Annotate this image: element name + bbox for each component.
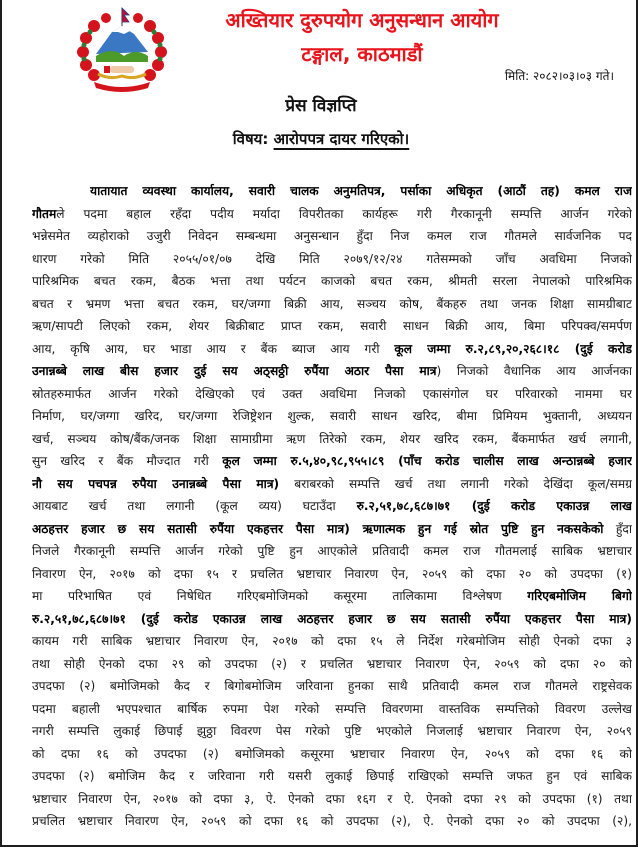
body-line [32,248,632,271]
body-line [32,315,632,338]
body-line [32,270,632,293]
body-line [32,653,632,676]
body-line [32,675,632,698]
body-line [32,630,632,653]
press-release-body [32,180,632,833]
body-line [32,473,632,496]
body-text: भ्रष्टाचार निवारण ऐन, २०१७ को दफा ३, ऐ. ऐनको दफा १६ग र ऐ. ऐनको दफा २९ को उपदफा (१) तथा [32,791,632,806]
body-text: नगरी सम्पत्ति लुकाई छिपाई झुठ्ठा विवरण पेस गरेको पुष्टि भएकोले निजलाई भ्रष्टाचार निवारण ऐन, २०५९ [32,724,632,738]
body-text: तथा सोही ऐनको दफा २९ को उपदफा (२) र प्रचलित भ्रष्टाचार निवारण ऐन, २०५९ को दफा २० को [32,656,632,671]
body-line [32,518,632,541]
body-text: बराबरको सम्पत्ति खर्च तथा लगानी गरेको देखिंदा कूल/समग्र [279,476,632,491]
body-text-bold: कूल जम्मा रु.५,४०,९८,९५५।८९ (पाँच करोड चालीस लाख अन्ठान्नब्बे हजार [222,454,632,468]
body-text: खर्च, सञ्चय कोष/बैंक/जनक शिक्षा सामाग्रीमा ऋण तिरेको रकम, शेयर खरिद रकम, बैंकमार्फत खर्च लगानी, [32,431,632,446]
subject-line [2,129,638,149]
body-line [32,788,632,811]
body-text: को दफा १६ को उपदफा (२) बमोजिमको कसूरमा भ्रष्टाचार निवारण ऐन, २०५९ को दफा १६ को [32,746,632,761]
nepal-emblem-icon [72,4,172,96]
body-text: आय, कृषि आय, घर भाडा आय र बैंक ब्याज आय गरी [32,341,395,356]
body-line [32,293,632,316]
subject-label: विषय: [232,130,269,148]
body-text: ऋण/सापटी लिएको रकम, शेयर बिक्रीबाट प्राप्त रकम, सवारी साधन बिक्री आय, बिमा परिपक्व/समर्पण [32,319,632,333]
subject-text: आरोपपत्र दायर गरिएको। [273,130,410,148]
body-text: भन्नेसमेत व्यहोराको उजुरी निवेदन सम्बन्धमा अनुसन्धान हुँदा निज कमल राज गौतमले सार्वजनिक पद [32,229,632,243]
body-line [32,225,632,248]
body-line [32,563,632,586]
body-line [90,180,632,203]
body-text: हुँदा [603,521,632,536]
body-text-bold: उनान्नब्बे लाख बीस हजार दुई सय अठ्सठ्ठी रुपैंया अठार पैसा मात्र [32,364,437,378]
body-text: निर्माण, घर/जग्गा खरिद, घर/जग्गा रेजिष्ट्रेशन शुल्क, सवारी साधन खरिद, बीमा प्रिमियम भुक्तानी, अध्ययन [32,409,632,423]
body-line [32,765,632,788]
body-text-bold: यातायात व्यवस्था कार्यालय, सवारी चालक अनुमतिपत्र, पर्साका अधिकृत (आठौं तह) कमल राज [90,184,632,198]
body-text-bold: रु.२,५१,७८,६८७।७१ (दुई करोड एकाउन्न लाख अठहत्तर हजार छ सय सतासी रुपैंया एकहत्तर पैसा मात्र) [32,611,632,626]
body-text: बचत र भ्रमण भत्ता बचत रकम, घर/जग्गा बिक्री आय, सञ्चय कोष, बैंकहरु तथा जनक शिक्षा सामग्रीबाट [32,296,632,311]
body-line [32,698,632,721]
body-line [32,383,632,406]
body-line [32,608,632,631]
body-text-bold: गौतम [32,206,57,221]
body-text: निजले गैरकानूनी सम्पत्ति आर्जन गरेको पुष्टि हुन आएकोले प्रतिवादी कमल राज गौतमलाई साबिक भ्रष्टाचार [32,544,632,558]
body-text: उपदफा (२) बमोजिमको कैद र बिगोबमोजिम जरिवाना हुनका साथै प्रतिवादी कमल राज गौतमले राष्ट्रसेवक [32,679,632,693]
body-line [32,585,632,608]
body-line [32,743,632,766]
body-text: पदमा बहाली भएपश्चात बार्षिक रुपमा पेश गरेको सम्पत्ति विवरणमा वास्तविक सम्पत्तिको विवरण उल्लेख [32,701,632,716]
body-text: मा परिभाषित एवं निषेधित गरिएबमोजिमको कसूरमा तालिकामा विश्लेषण [32,589,528,603]
body-text-bold: अठहत्तर हजार छ सय सतासी रुपैंया एकहत्तर पैसा मात्र) ऋणात्मक हुन गई स्रोत पुष्टि हुन नकसकेको [32,521,604,536]
body-line [32,810,632,833]
body-text: ) निजको वैधानिक आय आर्जनका [436,364,632,378]
body-line [32,203,632,226]
body-text: निवारण ऐन, २०१७ को दफा १५ र प्रचलित भ्रष्टाचार निवारण ऐन, २०५९ को दफा २० को उपदफा (१) [32,566,632,581]
body-line [32,540,632,563]
body-text: प्रचलित भ्रष्टाचार निवारण ऐन, २०५९ को दफा १६ को उपदफा (२), ऐ. ऐनको दफा २० को उपदफा (२), [32,814,632,828]
body-line [32,360,632,383]
body-text-bold: नौ सय पचपन्न रुपैया उनान्नब्बे पैसा मात्र) [32,476,280,491]
body-line [32,720,632,743]
body-text: आयबाट खर्च तथा लगानी (कूल व्यय) घटाउँदा [32,499,357,513]
body-text: स्रोतहरुमार्फत आर्जन गरेको देखिएको एवं उक्त अवधिमा निजको एकासंगोल घर परिवारको नाममा घर [32,386,632,401]
body-text: धारण गरेको मिति २०५५/०१/०७ देखि मिति २०७९/१२/२४ गतेसम्मको जाँच अवधिमा निजको [32,251,632,266]
body-text-bold: कूल जम्मा रु.२,८९,२०,२६८।१८ (दुई करोड [394,341,632,356]
body-text: उपदफा (२) बमोजिम कैद र जरिवाना गरी यसरी लुकाई छिपाई राखिएको सम्पत्ति जफत हुन एवं साबिक [32,769,632,783]
organization-address: टङ्गाल, काठमाडौं [301,42,423,66]
emblem-graphic [72,4,172,96]
page-title: प्रेस विज्ञप्ति [285,96,357,116]
body-text: कायम गरी साबिक भ्रष्टाचार निवारण ऐन, २०१७ को दफा १५ ले निर्देश गरेबमोजिम सोही ऐनको दफा ३ [32,634,632,648]
body-line [32,495,632,518]
body-line [32,338,632,361]
body-line [32,405,632,428]
body-text: सुन खरिद र बैंक मौज्दात गरी [32,454,223,468]
body-line [32,428,632,451]
organization-name: अख्तियार दुरुपयोग अनुसन्धान आयोग [225,8,499,32]
body-text-bold: गरिएबमोजिम बिगो [527,589,632,603]
body-text: ले पदमा बहाल रहँदा पदीय मर्यादा विपरीतका कार्यहरू गरी गैरकानूनी सम्पत्ति आर्जन गरेको [56,206,632,221]
release-date: मिति: २०८२।०३।०३ गते। [504,69,614,83]
body-text-bold: रु.२,५१,७८,६८७।७१ (दुई करोड एकाउन्न लाख [356,499,632,513]
body-text: पारिश्रमिक बचत रकम, बैठक भत्ता तथा पर्यटन काजको बचत रकम, श्रीमती सरला नेपालको पारिश्रमिक [32,274,632,288]
body-line [32,450,632,473]
